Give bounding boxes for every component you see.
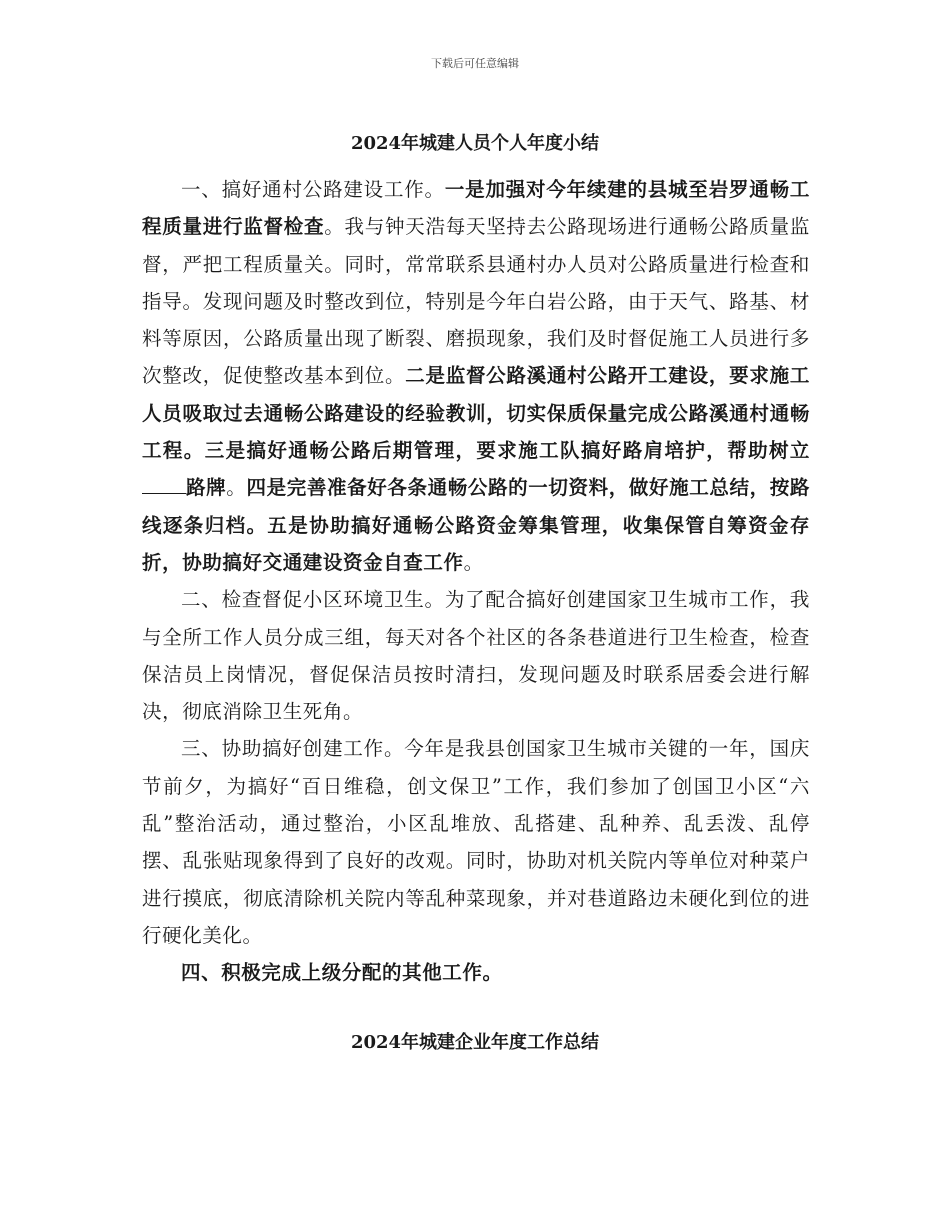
second-document-title: 2024年城建企业年度工作总结 [350,1032,600,1053]
fill-in-blank [142,475,186,494]
paragraph-section-1 [142,171,810,581]
document-title: 2024年城建人员个人年度小结 [350,133,600,154]
section-1-text-3: 。 [463,550,484,574]
section-1-bold-2-end: 路牌 [186,476,227,500]
page-header-note: 下载后可任意编辑 [431,57,519,70]
section-1-bold-3: 四是完善准备好各条通畅公路的一切资料，做好施工总结，按路线逐条归档。五是协助搞好通畅公路资金筹集管理，收集保管自筹资金存折，协助搞好交通建设资金自查工作 [142,476,810,574]
section-1-text-2: 。 [226,476,247,500]
section-1-bold-1: 一是加强对今年续建的县城至岩罗通畅工程质量进行监督检查 [142,178,810,239]
paragraph-section-3: 三、协助搞好创建工作。今年是我县创国家卫生城市关键的一年，国庆节前夕，为搞好“百日维稳，创文保卫”工作，我们参加了创国卫小区“六乱”整治活动，通过整治，小区乱堆放、乱搭建、乱种养、乱丢泼、乱停摆、乱张贴现象得到了良好的改观。同时，协助对机关院内等单位对种菜户进行摸底，彻底清除机关院内等乱种菜现象，并对巷道路边未硬化到位的进行硬化美化。 [142,737,810,947]
section-1-bold-2: 二是监督公路溪通村公路开工建设，要求施工人员吸取过去通畅公路建设的经验教训，切实保质保量完成公路溪通村通畅工程。三是搞好通畅公路后期管理，要求施工队搞好路肩培护，帮助树立 [142,364,810,463]
paragraph-section-2: 二、检查督促小区环境卫生。为了配合搞好创建国家卫生城市工作，我与全所工作人员分成三组，每天对各个社区的各条巷道进行卫生检查，检查保洁员上岗情况，督促保洁员按时清扫，发现问题及时联系居委会进行解决，彻底消除卫生死角。 [142,588,810,724]
paragraph-section-4: 四、积极完成上级分配的其他工作。 [181,961,503,985]
document-body [142,171,810,992]
section-1-heading: 一、搞好通村公路建设工作。 [181,178,445,201]
section-1-text-1: 。我与钟天浩每天坚持去公路现场进行通畅公路质量监督，严把工程质量关。同时，常常联系县通村办人员对公路质量进行检查和指导。发现问题及时整改到位，特别是今年白岩公路，由于天气、路基、材料等原因，公路质量出现了断裂、磨损现象，我们及时督促施工人员进行多次整改，促使整改基本到位。 [142,215,810,388]
